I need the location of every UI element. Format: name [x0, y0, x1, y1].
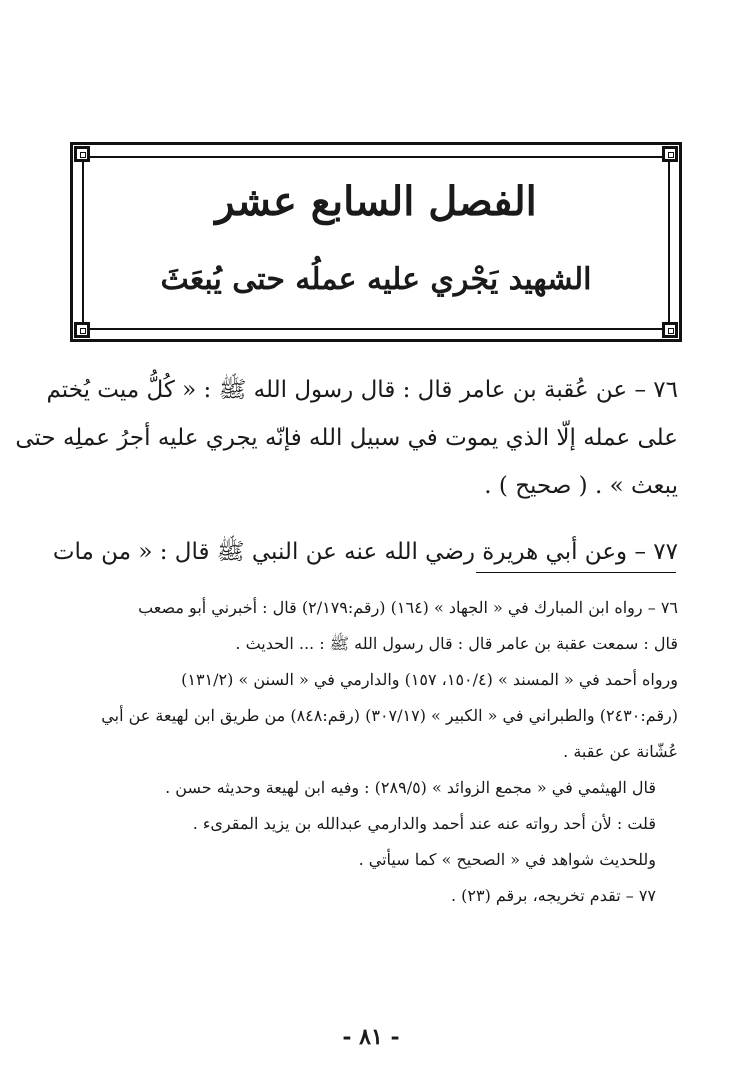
main-text-line: على عمله إلّا الذي يموت في سبيل الله فإنّه يجري عليه أجرُ عملِه حتى — [15, 425, 678, 451]
chapter-title: الفصل السابع عشر — [215, 178, 537, 225]
footnote-line: قلت : لأن أحد رواته عنه عند أحمد والدارمي عبدالله بن يزيد المقرىء . — [192, 814, 656, 833]
frame-corner-ornament — [662, 146, 678, 162]
footnote-separator — [476, 572, 676, 573]
footnote-line: ورواه أحمد في « المسند » (١٥٠/٤، ١٥٧) والدارمي في « السنن » (١٣١/٢) — [181, 670, 678, 689]
footnote-line: قال : سمعت عقبة بن عامر قال : قال رسول الله ﷺ : ... الحديث . — [235, 634, 678, 653]
main-text — [15, 366, 678, 576]
footnotes — [68, 590, 678, 914]
main-text-line: ٧٦ – عن عُقبة بن عامر قال : قال رسول الله ﷺ : « كُلُّ ميت يُختم — [46, 377, 678, 403]
frame-corner-ornament — [74, 146, 90, 162]
footnote-line: عُشّانة عن عقبة . — [563, 742, 678, 761]
footnote-line: (رقم:٢٤٣٠) والطبراني في « الكبير » (٣٠٧/١٧) (رقم:٨٤٨) من طريق ابن لهيعة عن أبي — [101, 706, 678, 725]
footnote-line: ٧٦ – رواه ابن المبارك في « الجهاد » (١٦٤) (رقم:٢/١٧٩) قال : أخبرني أبو مصعب — [138, 598, 678, 617]
main-text-line: ٧٧ – وعن أبي هريرة رضي الله عنه عن النبي ﷺ قال : « من مات — [52, 539, 678, 565]
footnote-line: وللحديث شواهد في « الصحيح » كما سيأتي . — [358, 850, 656, 869]
main-text-line: يبعث » . ( صحيح ) . — [484, 473, 678, 499]
page-number: - ٨١ - — [342, 1024, 400, 1050]
footnote-line: قال الهيثمي في « مجمع الزوائد » (٢٨٩/٥) : وفيه ابن لهيعة وحديثه حسن . — [165, 778, 656, 797]
frame-corner-ornament — [662, 322, 678, 338]
frame-corner-ornament — [74, 322, 90, 338]
chapter-subtitle: الشهيد يَجْري عليه عملُه حتى يُبعَثَ — [160, 262, 592, 297]
footnote-line: ٧٧ – تقدم تخريجه، برقم (٢٣) . — [450, 886, 656, 905]
